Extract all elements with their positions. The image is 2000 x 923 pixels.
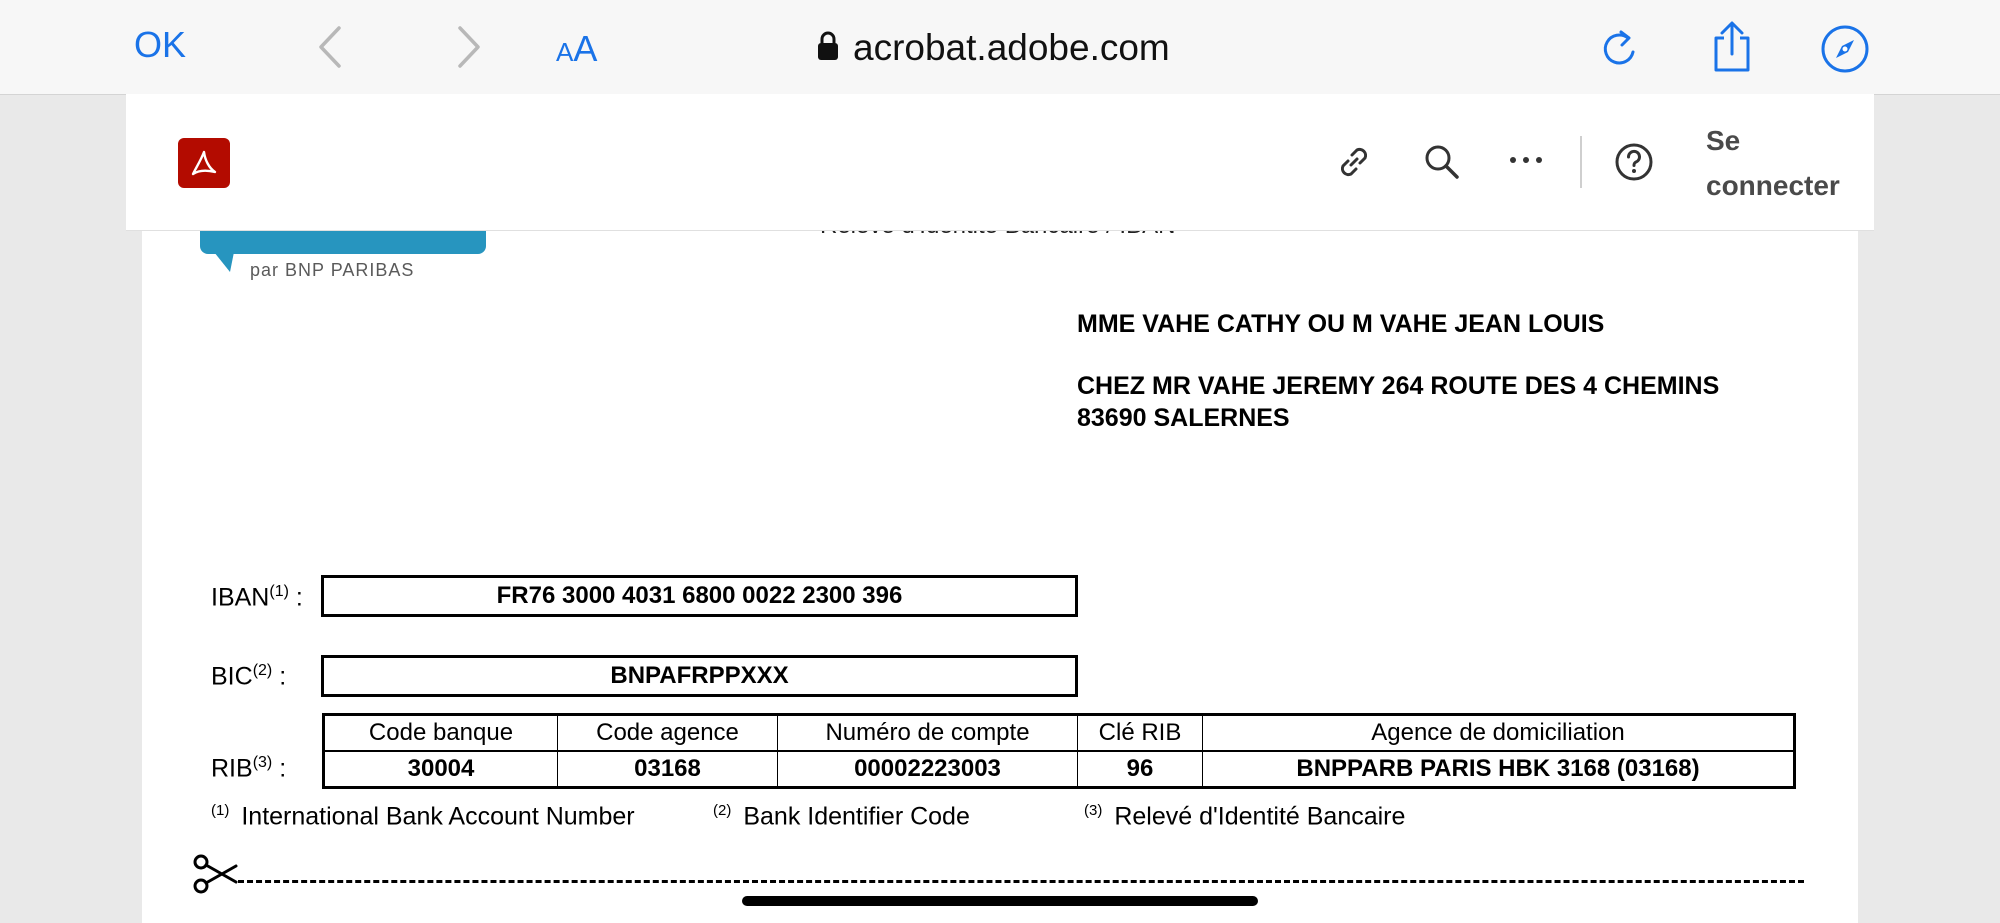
- link-icon[interactable]: [1334, 142, 1374, 187]
- rib-value-cell: 03168: [558, 751, 778, 788]
- search-icon[interactable]: [1422, 142, 1462, 187]
- home-indicator[interactable]: [742, 896, 1258, 906]
- bic-value: BNPAFRPPXXX: [610, 662, 789, 689]
- browser-toolbar: [0, 0, 2000, 95]
- text-size-large-glyph: A: [573, 28, 598, 69]
- rib-header-cell: Code agence: [558, 715, 778, 752]
- address-bar[interactable]: [817, 24, 1170, 72]
- footnote-marker: (3): [1084, 802, 1103, 819]
- footnote-text: Bank Identifier Code: [743, 802, 970, 831]
- address-line-1: CHEZ MR VAHE JEREMY 264 ROUTE DES 4 CHEMINS: [1077, 372, 1720, 400]
- rib-table: [322, 713, 1796, 789]
- help-icon[interactable]: [1614, 142, 1654, 187]
- sign-in-button[interactable]: [1706, 118, 1840, 208]
- bic-label: BIC$^{(2)}$ :: [211, 662, 287, 691]
- logo-speech-tail: [214, 252, 234, 272]
- rib-header-cell: Clé RIB: [1078, 715, 1203, 752]
- rib-header-cell: Code banque: [324, 715, 558, 752]
- back-icon[interactable]: [315, 22, 345, 77]
- iban-value: FR76 3000 4031 6800 0022 2300 396: [496, 582, 903, 609]
- more-options-icon[interactable]: [1508, 150, 1544, 175]
- rib-value-cell: 00002223003: [778, 751, 1078, 788]
- bic-label-text: BIC: [211, 662, 253, 691]
- footnote-text: International Bank Account Number: [241, 802, 635, 831]
- rib-value-cell: 96: [1078, 751, 1203, 788]
- text-size-button[interactable]: [556, 28, 597, 70]
- rib-value-cell: 30004: [324, 751, 558, 788]
- rib-label-text: RIB: [211, 754, 253, 783]
- pdf-page: [142, 230, 1858, 923]
- text-size-small-glyph: A: [556, 37, 574, 67]
- cut-line: [238, 880, 1804, 883]
- account-holder: MME VAHE CATHY OU M VAHE JEAN LOUIS: [1077, 310, 1605, 338]
- rib-footnote-ref: (3): [252, 754, 273, 771]
- iban-label: IBAN$^{(1)}$ :: [211, 583, 303, 612]
- iban-label-text: IBAN: [211, 583, 270, 612]
- bic-footnote-ref: (2): [252, 662, 273, 679]
- acrobat-logo-icon[interactable]: [178, 138, 230, 188]
- iban-footnote-ref: (1): [269, 583, 289, 600]
- done-button[interactable]: OK: [134, 24, 187, 65]
- reload-icon[interactable]: [1598, 26, 1640, 75]
- share-icon[interactable]: [1708, 20, 1756, 79]
- bic-value-box: [321, 655, 1078, 697]
- sign-in-line-1: Se: [1706, 125, 1741, 156]
- forward-icon[interactable]: [454, 22, 484, 77]
- footnote-rib: [1084, 802, 1405, 831]
- address-line-2: 83690 SALERNES: [1077, 404, 1290, 432]
- rib-label: RIB$^{(3)}$ :: [211, 754, 287, 783]
- footnote-marker: (2): [713, 802, 732, 819]
- bank-tagline: par BNP PARIBAS: [250, 260, 415, 280]
- rib-header-cell: Agence de domiciliation: [1203, 715, 1795, 752]
- footnote-text: Relevé d'Identité Bancaire: [1114, 802, 1406, 831]
- iban-value-box: [321, 575, 1078, 617]
- footnote-iban: [211, 802, 635, 831]
- toolbar-divider: [1580, 136, 1582, 188]
- rib-value-cell: BNPPARB PARIS HBK 3168 (03168): [1203, 751, 1795, 788]
- rib-header-cell: Numéro de compte: [778, 715, 1078, 752]
- scissors-icon: [192, 852, 238, 901]
- rib-header-row: [324, 715, 1795, 752]
- acrobat-toolbar: [126, 94, 1874, 231]
- url-text: acrobat.adobe.com: [853, 27, 1170, 68]
- rib-value-row: [324, 751, 1795, 788]
- footnote-marker: (1): [211, 802, 230, 819]
- compass-icon[interactable]: [1820, 24, 1870, 79]
- sign-in-line-2: connecter: [1706, 170, 1840, 201]
- lock-icon: [817, 31, 839, 66]
- footnote-bic: [713, 802, 970, 831]
